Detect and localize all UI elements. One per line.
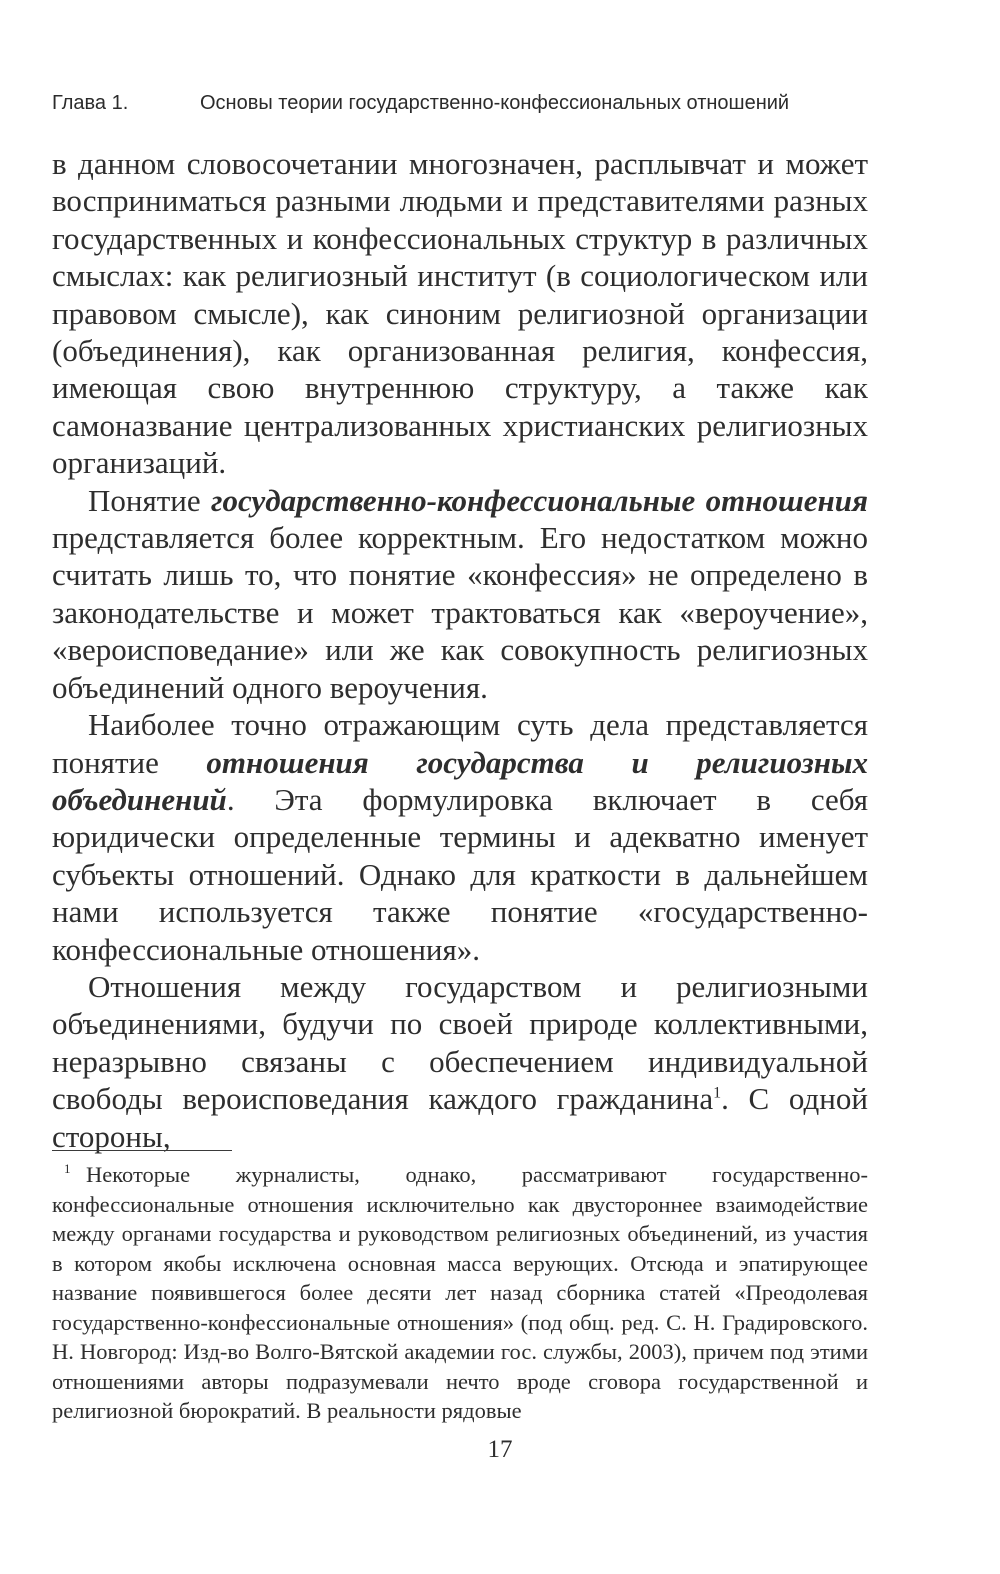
term-state-confessional-relations: государственно-конфессиональные отношения <box>211 482 868 518</box>
running-header <box>52 92 952 115</box>
paragraph-4 <box>52 968 868 1155</box>
footnote <box>52 1160 868 1426</box>
paragraph-1: в данном словосочетании многозначен, расплывчат и может восприниматься разными людьми и представителями разных государственных и конфессиональных структур в различных смыслах: как религиозный институт (в социологическом или правовом смысле), как синоним религиозной организации (объединения), как организованная религия, конфессия, имеющая свою внутреннюю структуру, а также как самоназвание централизованных христианских религиозных организаций. <box>52 146 868 481</box>
chapter-label: Глава 1. <box>52 92 129 114</box>
paragraph-3-rest: . Эта формулировка включает в себя юридически определенные термины и адекватно именует субъекты отношений. Однако для краткости в дальнейшем нами используется также понятие «государственно-конфессиональные отношения». <box>52 781 868 967</box>
paragraph-4-rest: . С одной стороны, <box>52 1081 868 1154</box>
footnote-text: Некоторые журналисты, однако, рассматривают государственно-конфессиональные отношения исключительно как двустороннее взаимодействие между органами государства и руководством религиозных объединений, из участия в котором якобы исключена основная масса верующих. Отсюда и эпатирующее название появившегося более десяти лет назад сборника статей «Преодолевая государственно-конфессиональные отношения» (под общ. ред. С. Н. Градировского. Н. Новгород: Изд-во Волго-Вятской академии гос. службы, 2003), причем под этими отношениями авторы подразумевали нечто вроде сговора государственной и религиозной бюрократий. В реальности рядовые <box>52 1162 868 1423</box>
paragraph-2-rest: представляется более корректным. Его недостатком можно считать лишь то, что понятие «конфессия» не определено в законодательстве и может трактоваться как «вероучение», «вероисповедание» или же как совокупность религиозных объединений одного вероучения. <box>52 520 868 705</box>
paragraph-3 <box>52 706 868 968</box>
footnote-mark: 1 <box>64 1161 71 1176</box>
main-text <box>52 145 868 1155</box>
footnote-paragraph <box>52 1160 868 1426</box>
chapter-title: Основы теории государственно-конфессиональных отношений <box>200 92 790 114</box>
paragraph-2-lead: Понятие <box>88 482 212 518</box>
term-state-religious-relations: отношения государства и религиозных объединений <box>52 744 868 817</box>
paragraph-4-lead: Отношения между государством и религиозными объединениями, будучи по своей природе коллективными, неразрывно связаны с обеспечением индивидуальной свободы вероисповедания каждого гражданина <box>52 968 868 1117</box>
page-number: 17 <box>487 1436 513 1463</box>
paragraph-2 <box>52 482 868 706</box>
footnote-reference[interactable]: 1 <box>713 1084 722 1102</box>
paragraph-3-lead: Наиболее точно отражающим суть дела представляется понятие <box>52 707 868 780</box>
footnote-divider <box>52 1150 232 1151</box>
